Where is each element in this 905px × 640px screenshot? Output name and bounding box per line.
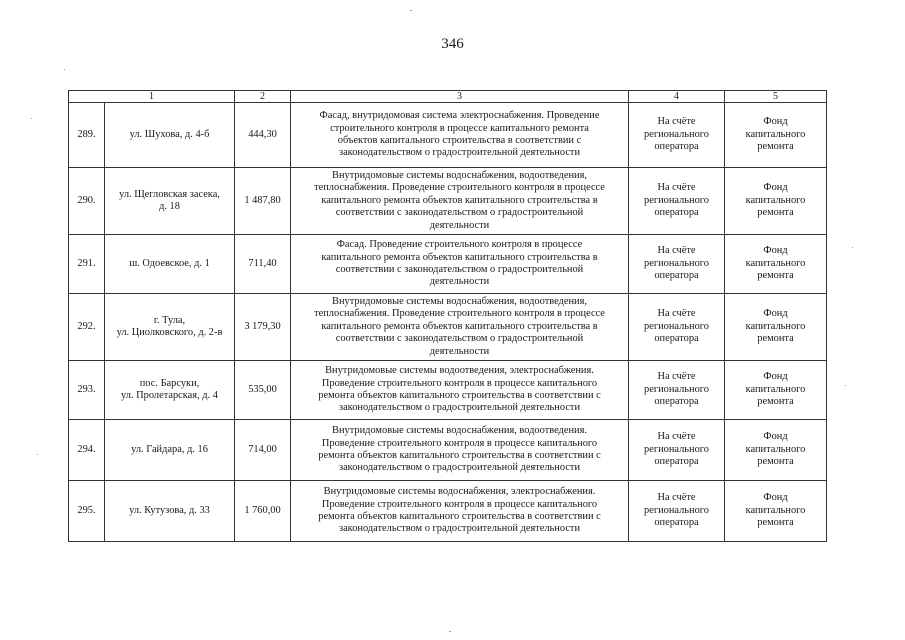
works-cell-line: теплоснабжения. Проведение строительного контроля в процессе [314, 182, 605, 194]
row-number: 289. [69, 103, 105, 168]
address-cell [105, 420, 235, 481]
area-cell: 1 760,00 [235, 481, 291, 542]
fund-cell-line: капитального [745, 383, 806, 395]
works-cell-line: соответствии с законодательством о градостроительной [335, 264, 584, 275]
fund-cell-line: ремонта [757, 333, 794, 345]
address-cell-line: ул. Пролетарская, д. 4 [121, 390, 218, 401]
works-cell-line: капитального ремонта объектов капитального строительства в [321, 251, 598, 263]
works-cell-line: Проведение строительного контроля в процессе капитального [321, 377, 598, 389]
account-cell [629, 481, 725, 542]
scan-speck [449, 631, 451, 632]
area-cell: 1 487,80 [235, 168, 291, 235]
works-cell-line: законодательством о градостроительной деятельности [338, 147, 581, 159]
account-cell-line: На счёте [657, 431, 696, 443]
works-cell [291, 361, 629, 420]
address-cell [105, 481, 235, 542]
fund-cell-line: Фонд [763, 371, 788, 383]
fund-cell-line: Фонд [763, 116, 788, 128]
area-cell: 3 179,30 [235, 294, 291, 361]
table-row [69, 420, 827, 481]
account-cell-line: На счёте [657, 182, 696, 194]
account-cell [629, 420, 725, 481]
scan-speck [852, 247, 853, 248]
fund-cell [725, 361, 827, 420]
account-cell-line: оператора [654, 207, 699, 219]
account-cell-line: регионального [644, 443, 709, 455]
works-cell-line: строительного контроля в процессе капитального ремонта [330, 122, 589, 134]
address-cell-line: г. Тула, [153, 314, 186, 326]
address-cell [105, 294, 235, 361]
fund-cell-line: капитального [745, 320, 806, 332]
works-cell-line: законодательством о градостроительной деятельности [338, 402, 581, 414]
account-cell-line: На счёте [657, 116, 696, 128]
header-col-1: 1 [69, 91, 235, 103]
address-cell-line: ш. Одоевское, д. 1 [129, 257, 210, 269]
account-cell [629, 168, 725, 235]
account-cell-line: оператора [654, 141, 699, 153]
fund-cell-line: ремонта [757, 141, 794, 153]
works-cell [291, 235, 629, 294]
account-cell-line: регионального [644, 383, 709, 395]
account-cell [629, 103, 725, 168]
works-cell-line: Внутридомовые системы водоснабжения, водоотведения, [332, 295, 587, 307]
works-cell-line: Внутридомовые системы водоотведения, электроснабжения. [325, 365, 594, 377]
works-cell-line: соответствии с законодательством о градостроительной [335, 207, 584, 219]
works-cell [291, 481, 629, 542]
header-col-5: 5 [725, 91, 827, 103]
fund-cell-line: ремонта [757, 517, 794, 529]
address-cell-line: д. 18 [159, 201, 180, 212]
account-cell-line: регионального [644, 128, 709, 140]
works-cell [291, 420, 629, 481]
works-cell-line: объектов капитального строительства в соответствии с [337, 135, 582, 146]
works-cell-line: Внутридомовые системы водоснабжения, электроснабжения. [323, 486, 596, 498]
fund-cell [725, 168, 827, 235]
table-row [69, 103, 827, 168]
table-header-row [69, 91, 827, 103]
fund-cell [725, 420, 827, 481]
account-cell-line: регионального [644, 257, 709, 269]
area-cell: 444,30 [235, 103, 291, 168]
address-cell-line: пос. Барсуки, [139, 377, 200, 389]
scan-speck [64, 69, 65, 70]
fund-cell [725, 481, 827, 542]
address-cell-line: ул. Гайдара, д. 16 [131, 443, 208, 455]
works-cell-line: законодательством о градостроительной деятельности [338, 523, 581, 535]
row-number: 291. [69, 235, 105, 294]
row-number: 290. [69, 168, 105, 235]
area-cell: 535,00 [235, 361, 291, 420]
fund-cell-line: ремонта [757, 270, 794, 282]
works-cell-line: теплоснабжения. Проведение строительного контроля в процессе [314, 308, 605, 320]
works-cell-line: Проведение строительного контроля в процессе капитального [321, 437, 598, 449]
row-number: 292. [69, 294, 105, 361]
address-cell-line: ул. Кутузова, д. 33 [129, 504, 210, 516]
works-cell-line: капитального ремонта объектов капитального строительства в [321, 194, 598, 206]
fund-cell-line: ремонта [757, 207, 794, 219]
account-cell-line: регионального [644, 320, 709, 332]
address-cell-line: ул. Циолковского, д. 2-в [116, 327, 223, 338]
works-cell-line: соответствии с законодательством о градостроительной [335, 333, 584, 345]
account-cell-line: оператора [654, 396, 699, 408]
works-cell [291, 168, 629, 235]
works-cell-line: капитального ремонта объектов капитального строительства в [321, 320, 598, 332]
table-row [69, 294, 827, 361]
works-cell-line: Фасад, внутридомовая система электроснабжения. Проведение [319, 110, 600, 122]
account-cell-line: оператора [654, 456, 699, 468]
fund-cell-line: капитального [745, 504, 806, 516]
works-cell-line: ремонта объектов капитального строительства в соответствии с [318, 511, 601, 522]
address-cell [105, 168, 235, 235]
fund-cell [725, 235, 827, 294]
address-cell-line: ул. Щегловская засека, [119, 188, 220, 200]
table-row [69, 235, 827, 294]
fund-cell-line: Фонд [763, 431, 788, 443]
account-cell-line: На счёте [657, 245, 696, 257]
fund-cell-line: капитального [745, 443, 806, 455]
account-cell-line: регионального [644, 194, 709, 206]
fund-cell-line: капитального [745, 128, 806, 140]
fund-cell [725, 103, 827, 168]
scan-speck [410, 10, 412, 11]
fund-cell-line: Фонд [763, 308, 788, 320]
works-cell-line: Внутридомовые системы водоснабжения, водоотведения. [332, 425, 587, 437]
account-cell [629, 294, 725, 361]
header-col-3: 3 [291, 91, 629, 103]
account-cell [629, 235, 725, 294]
account-cell-line: На счёте [657, 308, 696, 320]
works-cell-line: деятельности [429, 276, 490, 288]
header-col-2: 2 [235, 91, 291, 103]
page-number: 346 [441, 36, 464, 52]
row-number: 295. [69, 481, 105, 542]
works-cell [291, 103, 629, 168]
address-cell-line: ул. Шухова, д. 4-б [129, 128, 210, 140]
account-cell-line: регионального [644, 504, 709, 516]
row-number: 293. [69, 361, 105, 420]
address-cell [105, 103, 235, 168]
fund-cell-line: капитального [745, 194, 806, 206]
scan-speck [845, 385, 846, 386]
works-cell-line: Проведение строительного контроля в процессе капитального [321, 498, 598, 510]
account-cell [629, 361, 725, 420]
table-row [69, 361, 827, 420]
account-cell-line: На счёте [657, 371, 696, 383]
fund-cell [725, 294, 827, 361]
area-cell: 711,40 [235, 235, 291, 294]
works-cell-line: Фасад. Проведение строительного контроля в процессе [336, 239, 583, 251]
works-cell-line: Внутридомовые системы водоснабжения, водоотведения, [332, 169, 587, 181]
area-cell: 714,00 [235, 420, 291, 481]
repair-register-table [68, 90, 827, 542]
account-cell-line: оператора [654, 517, 699, 529]
works-cell [291, 294, 629, 361]
works-cell-line: деятельности [429, 345, 490, 357]
address-cell [105, 235, 235, 294]
fund-cell-line: Фонд [763, 245, 788, 257]
table-row [69, 168, 827, 235]
works-cell-line: деятельности [429, 219, 490, 231]
table-body [69, 103, 827, 542]
works-cell-line: ремонта объектов капитального строительства в соответствии с [318, 450, 601, 461]
account-cell-line: оператора [654, 333, 699, 345]
works-cell-line: ремонта объектов капитального строительства в соответствии с [318, 390, 601, 401]
account-cell-line: На счёте [657, 492, 696, 504]
fund-cell-line: Фонд [763, 492, 788, 504]
fund-cell-line: капитального [745, 257, 806, 269]
table-row [69, 481, 827, 542]
fund-cell-line: Фонд [763, 182, 788, 194]
fund-cell-line: ремонта [757, 456, 794, 468]
address-cell [105, 361, 235, 420]
scan-speck [31, 118, 32, 119]
scan-speck [37, 454, 38, 455]
row-number: 294. [69, 420, 105, 481]
header-col-4: 4 [629, 91, 725, 103]
works-cell-line: законодательством о градостроительной деятельности [338, 462, 581, 474]
fund-cell-line: ремонта [757, 396, 794, 408]
account-cell-line: оператора [654, 270, 699, 282]
